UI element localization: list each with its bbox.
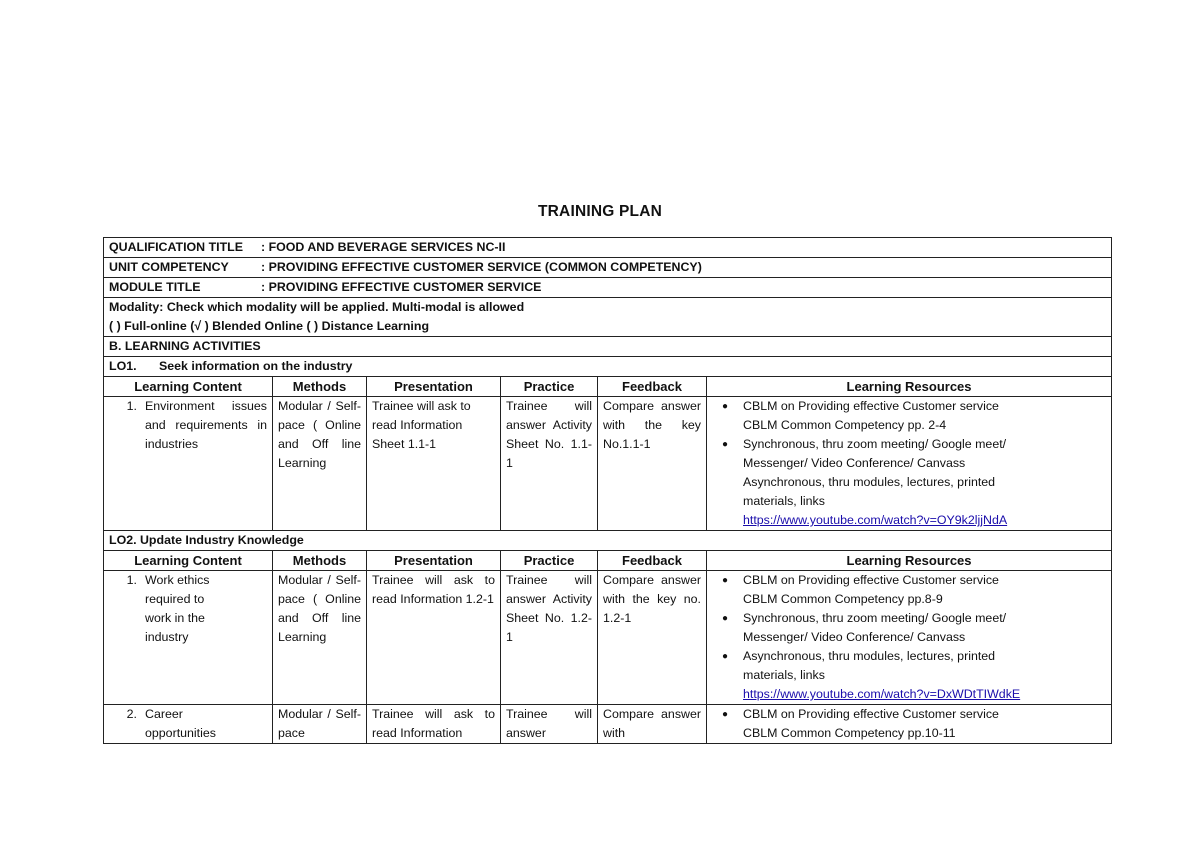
lo2-row [104, 531, 1112, 551]
bullet-icon: ● [721, 401, 729, 412]
lo1-activity-row [104, 397, 1112, 531]
unit-competency-row [104, 258, 1112, 278]
learning-content: Environment issues and requirements in industries [145, 399, 267, 451]
resource-item: Synchronous, thru zoom meeting/ Google meet/ [743, 611, 1007, 625]
resources-cell [707, 705, 1112, 744]
resource-subitem: materials, links [743, 668, 825, 682]
resource-item: CBLM on Providing effective Customer service [743, 399, 999, 413]
resource-item: CBLM on Providing effective Customer service [743, 707, 999, 721]
methods-cell: Modular / Self-pace ( Online and Off line Learning [273, 397, 367, 531]
presentation-cell: Trainee will ask to read Information [367, 705, 501, 744]
module-title-value: : PROVIDING EFFECTIVE CUSTOMER SERVICE [261, 280, 542, 294]
practice-cell: Trainee will answer Activity Sheet No. 1.2-1 [501, 571, 598, 705]
resource-item: CBLM on Providing effective Customer service [743, 573, 999, 587]
lo2-activity-row-2 [104, 705, 1112, 744]
methods-cell: Modular / Self-pace ( Online and Off line Learning [273, 571, 367, 705]
resource-item: Synchronous, thru zoom meeting/ Google meet/ [743, 437, 1007, 451]
unit-competency-label: UNIT COMPETENCY [109, 260, 229, 274]
qualification-row [104, 238, 1112, 258]
youtube-link[interactable]: https://www.youtube.com/watch?v=DxWDtTIWdkE [743, 687, 1021, 701]
resource-subitem: CBLM Common Competency pp. 2-4 [743, 418, 947, 432]
modality-instruction: Modality: Check which modality will be applied. Multi-modal is allowed [109, 300, 525, 314]
bullet-icon: ● [721, 709, 729, 720]
learning-content-line: Work ethics [145, 573, 210, 587]
bullet-icon: ● [721, 613, 729, 624]
section-row [104, 337, 1112, 357]
lo1-column-header [104, 377, 1112, 397]
feedback-cell: Compare answer with the key No.1.1-1 [598, 397, 707, 531]
methods-cell: Modular / Self-pace [273, 705, 367, 744]
lo2-activity-row-1 [104, 571, 1112, 705]
lo1-row [104, 357, 1112, 377]
youtube-link[interactable]: https://www.youtube.com/watch?v=OY9k2ljjNdA [743, 513, 1008, 527]
page-title: TRAINING PLAN [537, 203, 662, 220]
item-number: 1. [126, 399, 137, 413]
learning-content-line: industry [145, 630, 189, 644]
presentation-cell: Trainee will ask to read Information Sheet 1.1-1 [367, 397, 501, 531]
unit-competency-value: : PROVIDING EFFECTIVE CUSTOMER SERVICE (COMMON COMPETENCY) [261, 260, 702, 274]
lo2-title: LO2. Update Industry Knowledge [104, 531, 1112, 551]
modality-options: ( ) Full-online (√ ) Blended Online ( ) Distance Learning [109, 319, 430, 333]
resource-subitem: materials, links [743, 494, 825, 508]
col-learning-resources: Learning Resources [707, 551, 1112, 571]
practice-cell: Trainee will answer Activity Sheet No. 1.1-1 [501, 397, 598, 531]
learning-content-line: required to [145, 592, 205, 606]
resource-subitem: CBLM Common Competency pp.10-11 [743, 726, 956, 740]
col-feedback: Feedback [598, 377, 707, 397]
learning-content-line: work in the [145, 611, 205, 625]
learning-content-line: Career [145, 707, 183, 721]
qualification-label: QUALIFICATION TITLE [109, 240, 243, 254]
col-learning-content: Learning Content [104, 377, 273, 397]
modality-row [104, 298, 1112, 337]
section-heading: B. LEARNING ACTIVITIES [104, 337, 1112, 357]
col-methods: Methods [273, 377, 367, 397]
bullet-icon: ● [721, 439, 729, 450]
col-methods: Methods [273, 551, 367, 571]
lo1-title: Seek information on the industry [159, 359, 353, 373]
item-number: 2. [126, 707, 137, 721]
lo2-column-header [104, 551, 1112, 571]
resource-subitem: Messenger/ Video Conference/ Canvass [743, 630, 966, 644]
module-title-row [104, 278, 1112, 298]
resources-cell [707, 397, 1112, 531]
col-presentation: Presentation [367, 551, 501, 571]
module-title-label: MODULE TITLE [109, 280, 201, 294]
training-plan-table [103, 237, 1112, 744]
col-feedback: Feedback [598, 551, 707, 571]
resource-subitem: Messenger/ Video Conference/ Canvass [743, 456, 966, 470]
feedback-cell: Compare answer with the key no. 1.2-1 [598, 571, 707, 705]
bullet-icon: ● [721, 651, 729, 662]
resource-subitem: Asynchronous, thru modules, lectures, printed [743, 475, 996, 489]
presentation-cell: Trainee will ask to read Information 1.2-1 [367, 571, 501, 705]
resources-cell [707, 571, 1112, 705]
col-presentation: Presentation [367, 377, 501, 397]
feedback-cell: Compare answer with [598, 705, 707, 744]
bullet-icon: ● [721, 575, 729, 586]
resource-item: Asynchronous, thru modules, lectures, printed [743, 649, 996, 663]
learning-content-line: opportunities [145, 726, 216, 740]
col-practice: Practice [501, 551, 598, 571]
col-practice: Practice [501, 377, 598, 397]
resource-subitem: CBLM Common Competency pp.8-9 [743, 592, 943, 606]
col-learning-content: Learning Content [104, 551, 273, 571]
col-learning-resources: Learning Resources [707, 377, 1112, 397]
lo1-number: LO1. [109, 359, 137, 373]
item-number: 1. [126, 573, 137, 587]
practice-cell: Trainee will answer [501, 705, 598, 744]
qualification-value: : FOOD AND BEVERAGE SERVICES NC-II [261, 240, 506, 254]
